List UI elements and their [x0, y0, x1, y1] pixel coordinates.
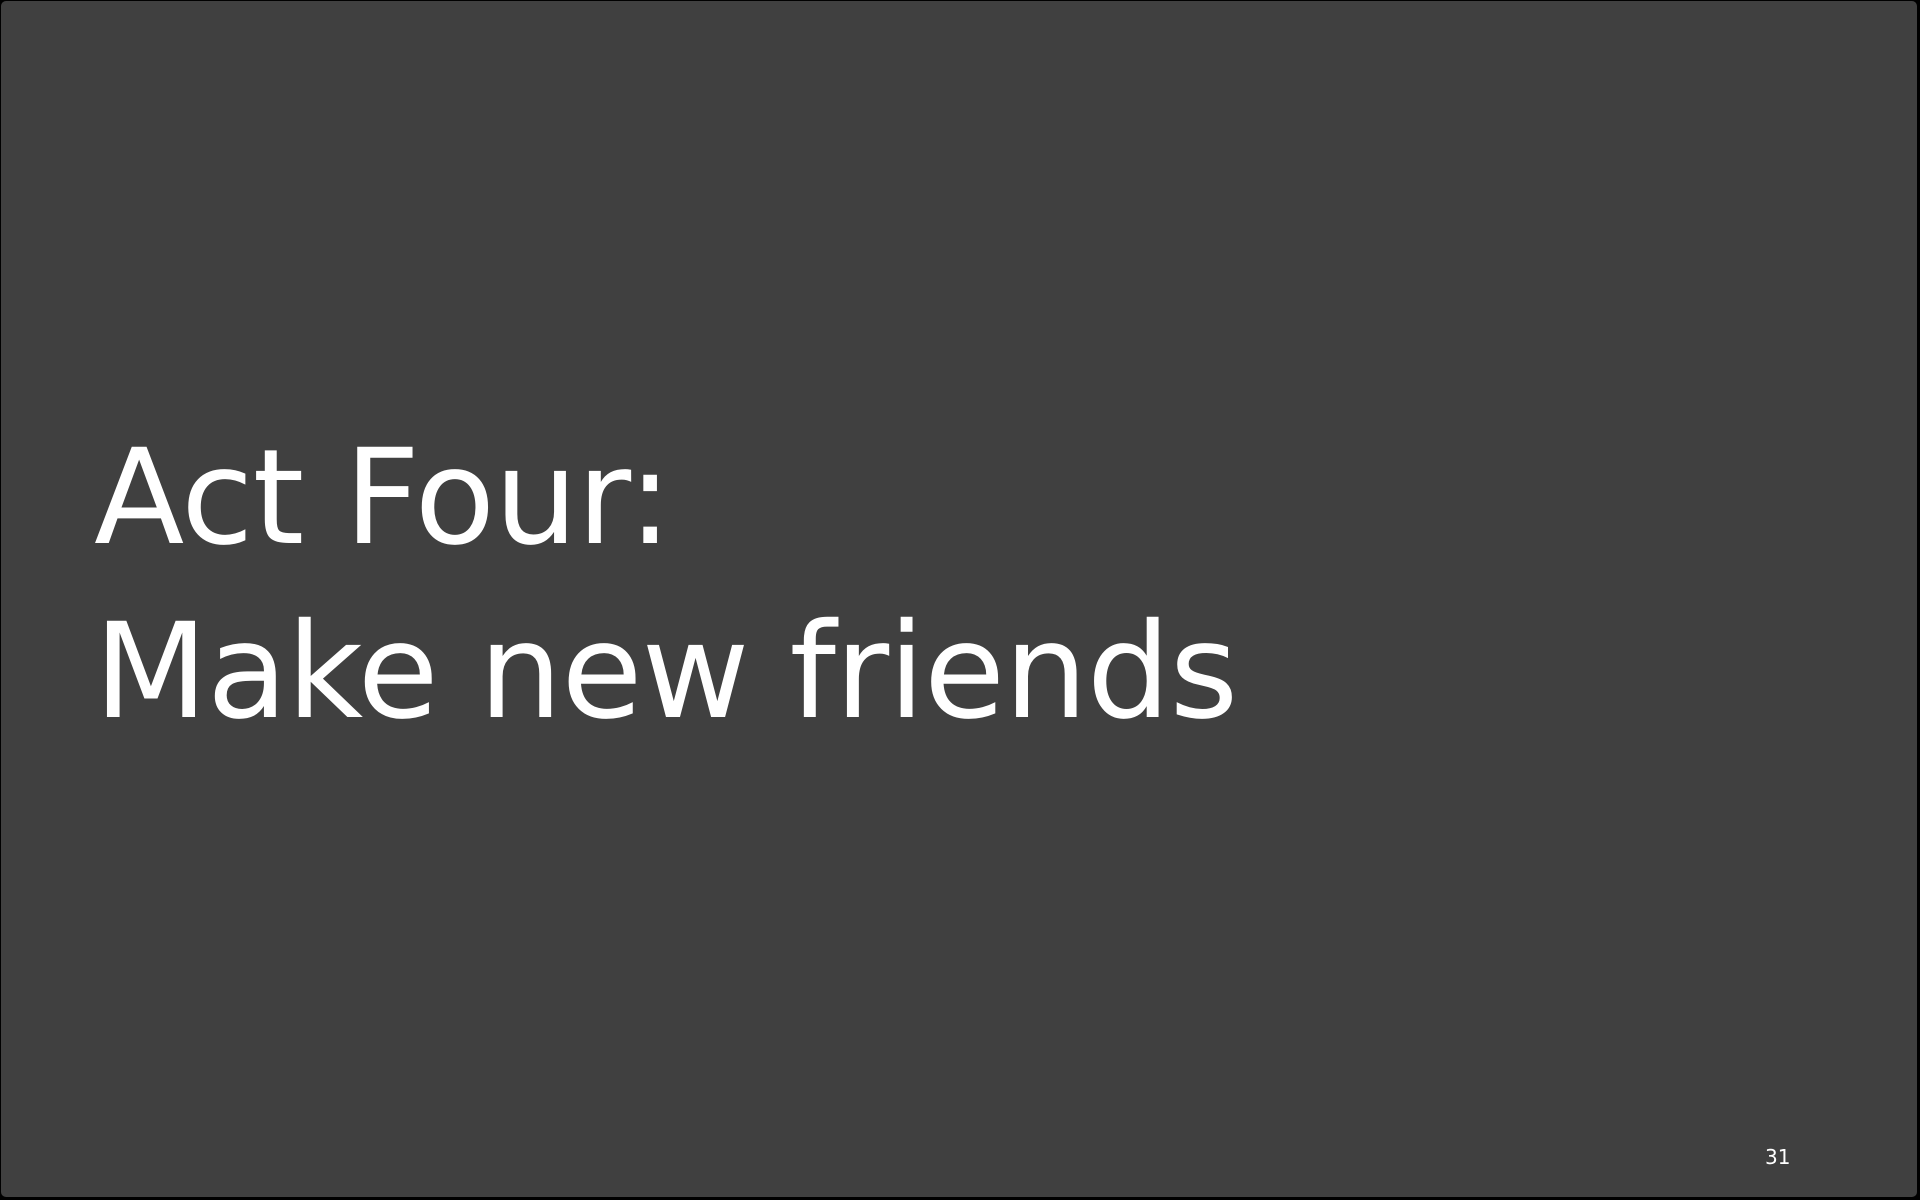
slide-title-line-2: Make new friends	[94, 595, 1238, 749]
slide-title-line-1: Act Four:	[94, 421, 672, 575]
slide-title	[94, 411, 1794, 759]
slide-page-number: 31	[1765, 1145, 1791, 1169]
